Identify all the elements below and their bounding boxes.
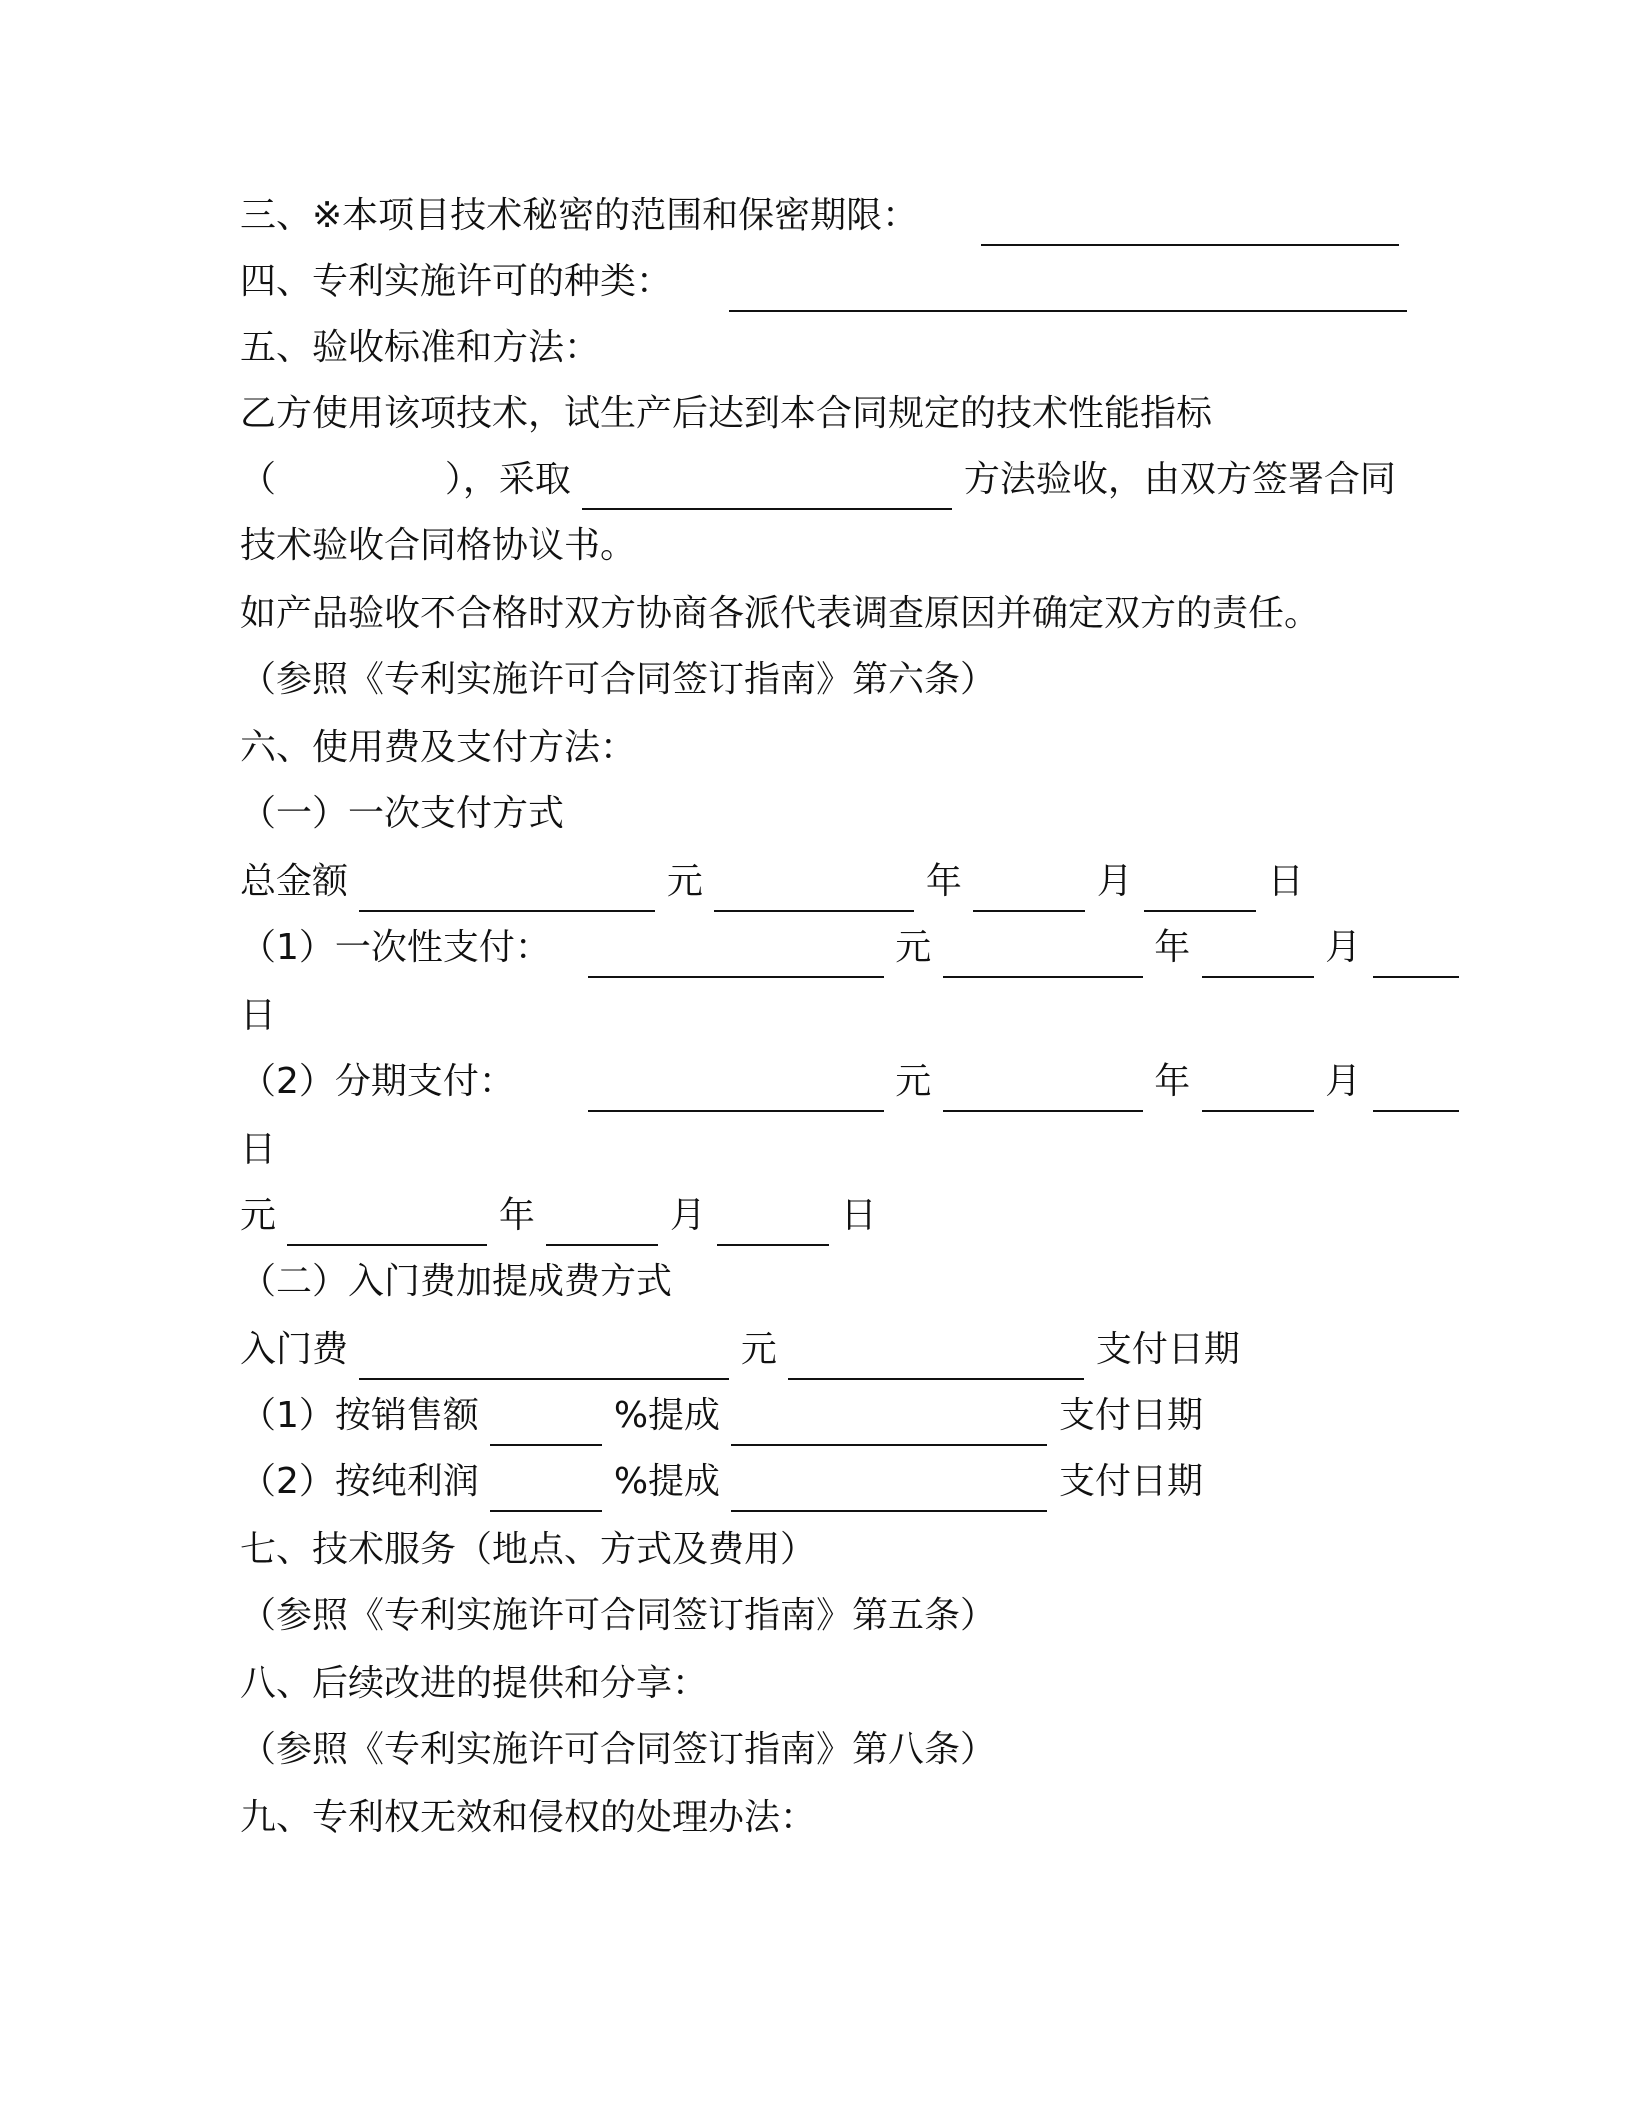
section-5-paragraph-4: 如产品验收不合格时双方协商各派代表调查原因并确定双方的责任。 [240,593,1321,634]
section-7-reference: （参照《专利实施许可合同签订指南》第五条） [240,1595,997,1636]
total-year-blank[interactable] [714,866,914,912]
total-amount-line: 总金额 元 年 月 日 [240,852,1380,912]
section-6-sub-1: （一）一次支付方式 [240,793,565,834]
installment-day-line: 日 [240,1129,277,1170]
section-6-sub-2: （二）入门费加提成费方式 [240,1261,673,1302]
entry-fee-amount-blank[interactable] [359,1334,729,1380]
section-3-line [240,186,1380,246]
section-7-heading: 七、技术服务（地点、方式及费用） [240,1529,817,1570]
sales-royalty-line: （1）按销售额 %提成 支付日期 [240,1386,1380,1446]
section-5-paragraph-3: 技术验收合同格协议书。 [240,525,637,566]
installment-2-day-blank[interactable] [717,1200,829,1246]
lump-sum-year-blank[interactable] [943,932,1143,978]
installment-day-blank[interactable] [1373,1066,1459,1112]
sales-percent-blank[interactable] [490,1400,602,1446]
installment-month-blank[interactable] [1202,1066,1314,1112]
profit-royalty-line: （2）按纯利润 %提成 支付日期 [240,1452,1380,1512]
section-5-heading: 五、验收标准和方法： [240,327,601,368]
profit-royalty-blank[interactable] [731,1466,1047,1512]
installment-2-month-blank[interactable] [546,1200,658,1246]
lump-sum-amount-blank[interactable] [588,932,884,978]
section-5-paragraph-2: （ ），采取 方法验收，由双方签署合同 [240,450,1380,510]
section-6-heading: 六、使用费及支付方法： [240,727,637,768]
method-blank[interactable] [582,464,952,510]
secret-scope-blank[interactable] [981,200,1399,246]
section-4-line [240,252,1380,312]
section-9-heading: 九、专利权无效和侵权的处理办法： [240,1797,817,1838]
total-amount-blank[interactable] [359,866,655,912]
lump-sum-line: （1）一次性支付： 元 年 月 [240,918,1380,978]
lump-sum-day-blank[interactable] [1373,932,1459,978]
installment-2-year-blank[interactable] [287,1200,487,1246]
section-5-reference: （参照《专利实施许可合同签订指南》第六条） [240,659,997,700]
lump-sum-day-line: 日 [240,995,277,1036]
lump-sum-month-blank[interactable] [1202,932,1314,978]
installment-amount-blank[interactable] [588,1066,884,1112]
entry-fee-line: 入门费 元 支付日期 [240,1320,1380,1380]
total-day-blank[interactable] [1144,866,1256,912]
installment-line: （2）分期支付： 元 年 月 [240,1052,1380,1112]
section-4-label: 四、专利实施许可的种类： [240,261,673,302]
entry-fee-extra-blank[interactable] [788,1334,1084,1380]
section-3-label: 三、※本项目技术秘密的范围和保密期限： [240,195,919,236]
section-8-reference: （参照《专利实施许可合同签订指南》第八条） [240,1729,997,1770]
license-type-blank[interactable] [729,266,1407,312]
installment-year-blank[interactable] [943,1066,1143,1112]
installment-second-line: 元 年 月 日 [240,1186,1380,1246]
section-5-paragraph-1: 乙方使用该项技术，试生产后达到本合同规定的技术性能指标 [240,393,1213,434]
section-8-heading: 八、后续改进的提供和分享： [240,1663,709,1704]
sales-royalty-blank[interactable] [731,1400,1047,1446]
profit-percent-blank[interactable] [490,1466,602,1512]
total-month-blank[interactable] [973,866,1085,912]
